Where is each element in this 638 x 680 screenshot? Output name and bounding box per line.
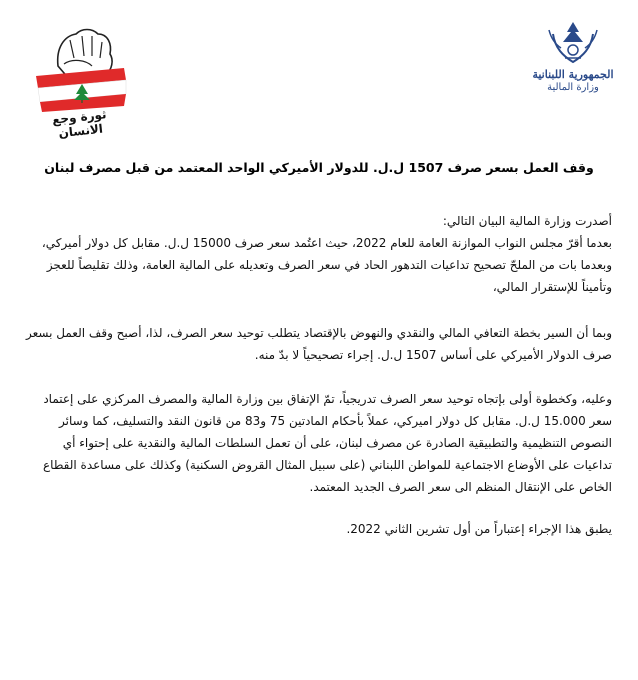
recovery-paragraph: وبما أن السير بخطة التعافي المالي والنقدي والنهوض بالإقتصاد يتطلب توحيد سعر الصرف، لذا، أصبح وقف العمل بسعر صرف الدولار الأميركي على أساس 1507 ل.ل. إجراء تصحيحياً لا بدّ منه. (26, 326, 612, 362)
fist-flag-icon (30, 18, 130, 114)
document-body (22, 210, 612, 540)
emblem-line-ministry: وزارة المالية (547, 82, 599, 93)
emblem-icon (545, 18, 601, 66)
stamp-text: ثورة وجع الانسان (51, 107, 108, 141)
budget-paragraph: بعدما أقرّ مجلس النواب الموازنة العامة للعام 2022، حيث اعتُمد سعر صرف 15000 ل.ل. مقابل كل دولار أميركي، وبعدما بات من الملحّ تصحيح تداعيات التدهور الحاد في سعر الصرف وتعديله على المالية العامة، وذلك تقليصاً للعجز وتأميناً للإستقرار المالي، (41, 236, 612, 294)
ministry-emblem (530, 18, 616, 110)
agreement-paragraph: وعليه، وكخطوة أولى بإتجاه توحيد سعر الصرف تدريجياً، تمّ الإتفاق بين وزارة المالية والمصرف المركزي على إعتماد سعر 15.000 ل.ل. مقابل كل دولار اميركي، عملاً بأحكام المادتين 75 و83 من قانون النقد والتسليف، كما وسائر النصوص التنظيمية والتطبيقية الصادرة عن مصرف لبنان، على أن تعمل السلطات المالية والنقدية على إحتواء أي تداعيات على الأوضاع الاجتماعية للمواطن اللبناني (على سبيل المثال القروض السكنية) وكذلك على مساعدة القطاع الخاص على الإنتقال المنظم الى سعر الصرف الجديد المعتمد. (43, 392, 612, 494)
emblem-line-republic: الجمهورية اللبنانية (532, 68, 614, 81)
revolution-logo (30, 18, 130, 141)
effective-date-paragraph: يطبق هذا الإجراء إعتباراً من أول تشرين الثاني 2022. (346, 522, 612, 536)
intro-paragraph: أصدرت وزارة المالية البيان التالي: (442, 214, 612, 228)
document-title: وقف العمل بسعر صرف 1507 ل.ل. للدولار الأميركي الواحد المعتمد من قبل مصرف لبنان (44, 160, 594, 175)
